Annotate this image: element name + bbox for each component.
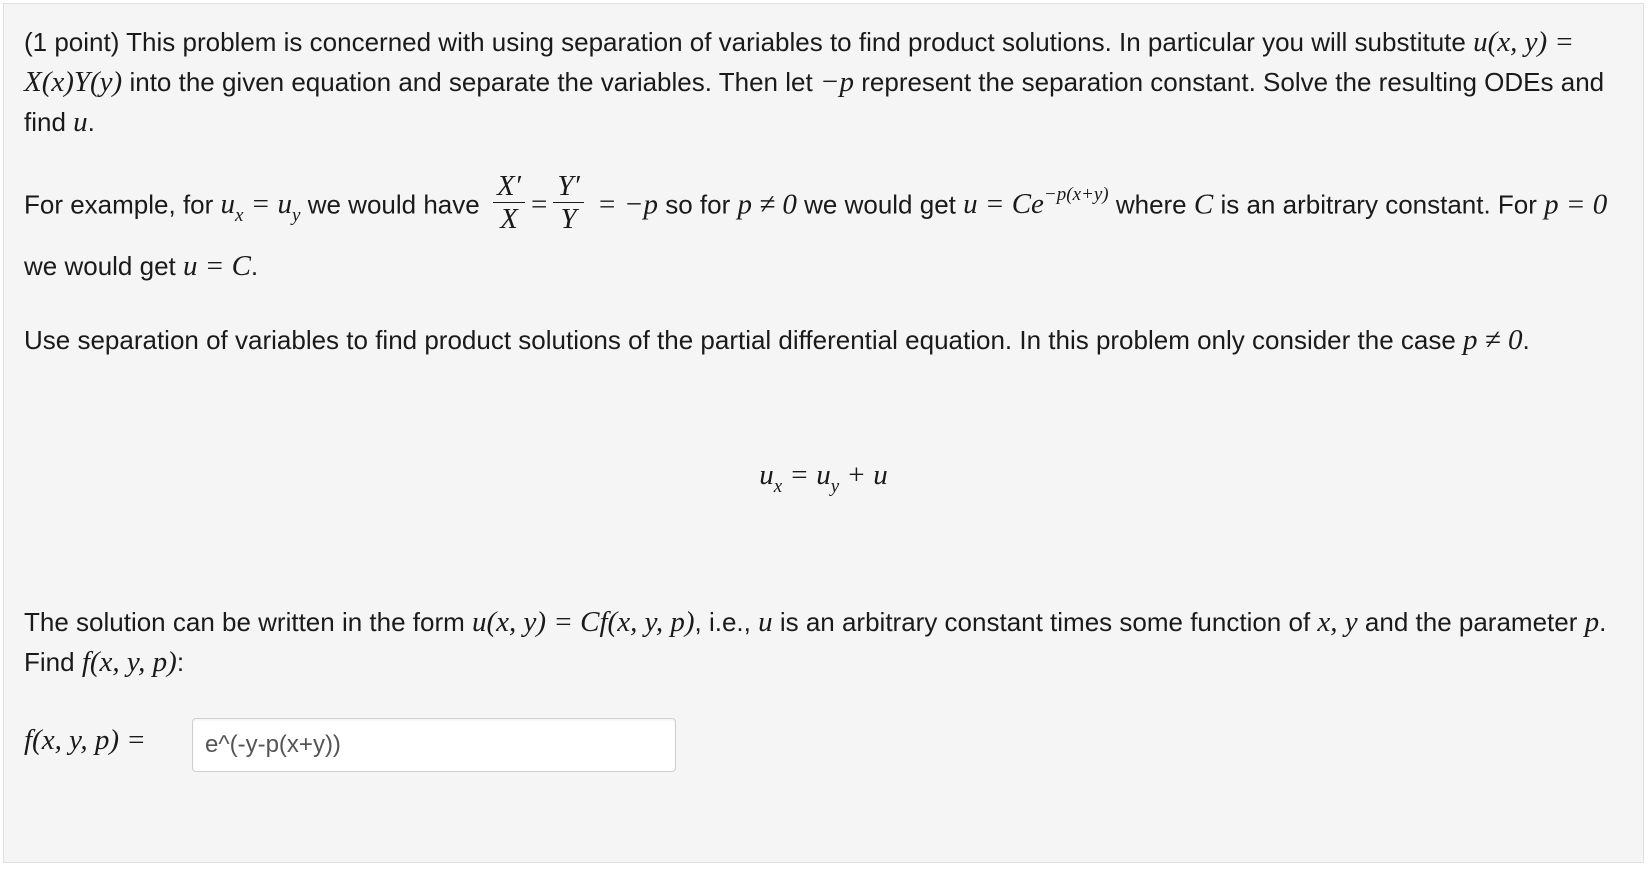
exponential-solution-math: $u = Ce^{-p(x+y)}$ [963,184,1109,221]
answer-input[interactable] [192,718,676,772]
intro-text-1: This problem is concerned with using separation of variables to find product solutions. In particular you will substitute [126,27,1466,57]
intro-paragraph [24,22,1623,142]
c-math: C [1193,188,1214,221]
ux-math: $u_x$ [220,188,244,227]
answer-label: f(x, y, p) = [24,724,146,756]
pde-equation: $u_x = u_y + u$ [759,459,888,497]
task-period: . [1522,325,1530,355]
p-nonzero-math: p ≠ 0 [737,188,797,221]
fraction-equals: = [531,188,548,221]
task-text: Use separation of variables to find product solutions of the partial differential equation. In this problem only consider the case [24,325,1456,355]
form-math-4: p [1584,606,1600,638]
task-p-nonzero-math: p ≠ 0 [1463,324,1523,356]
u-math: u [73,106,88,138]
form-math-3: x, y [1317,606,1358,638]
substitution-math: u(x, y) = X(x)Y(y) [24,26,1574,98]
u-equals-c-math: u = C [183,250,251,282]
example-period: . [250,251,259,281]
fraction-x: $\frac{X'}{X}$ [493,170,525,235]
task-paragraph [24,320,1623,360]
form-paragraph [24,602,1623,682]
example-text-2: we would have [307,189,480,220]
form-text-2: , i.e., [694,607,751,637]
form-text-3: is an arbitrary constant times some function of [779,607,1311,637]
p-zero-math: p = 0 [1544,188,1608,221]
separation-constant-math: −p [819,66,854,98]
example-text-7: we would get [24,251,176,281]
form-text-4: and the parameter [1364,607,1578,637]
form-math-5: f(x, y, p) [81,646,177,678]
form-math-2: u [758,606,773,638]
uy-math: = $u_y$ [250,188,301,227]
form-text-1: The solution can be written in the form [24,607,465,637]
pde-tail: + u [846,459,888,491]
form-text-5: . Find [24,607,1607,677]
example-text-3: so for [665,189,731,220]
point-value: (1 point) [24,27,120,57]
form-text-6: : [176,647,185,677]
example-text-5: where [1115,189,1187,220]
example-text-6: is an arbitrary constant. For [1220,189,1537,220]
example-paragraph [24,170,1623,293]
example-text-4: we would get [804,189,956,220]
intro-text-3: represent the separation constant. Solve the resulting ODEs and find [24,67,1605,137]
pde-uy: = u [789,459,831,491]
intro-text-2: into the given equation and separate the variables. Then let [129,67,813,97]
fraction-y: $\frac{Y'}{Y}$ [553,170,583,235]
pde-ux: u [759,459,774,491]
problem-card [3,3,1644,863]
example-text-1: For example, for [24,189,214,220]
form-math-1: u(x, y) = Cf(x, y, p) [472,606,695,638]
intro-period: . [87,107,95,137]
neg-p-math: = −p [597,188,658,221]
